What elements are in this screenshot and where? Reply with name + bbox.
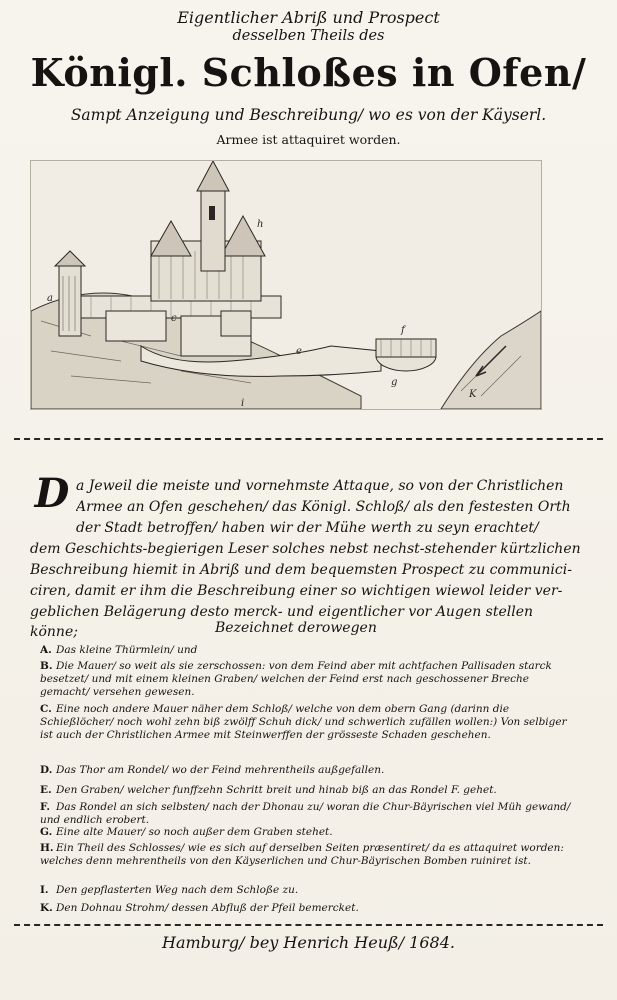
plate-label-f: f (401, 325, 405, 336)
legend-text: Das Rondel an sich selbsten/ nach der Dhonau zu/ woran die Chur-Bäyrischen viel Müh gewand/ und endlich erobert. (40, 801, 571, 826)
imprint-line: Hamburg/ bey Henrich Heuß/ 1684. (162, 933, 455, 952)
plate-label-e: e (296, 346, 302, 357)
paragraph-line: ciren, damit er ihm die Beschreibung einer so wichtigen wiewol leider ver- (30, 583, 563, 599)
legend-text: Eine noch andere Mauer näher dem Schloß/ welche von dem obern Gang (darinn die Schießlöcher/ noch wohl zehn biß zwölff Schuh dick/ und schwerlich zufällen wollen:) Von selbiger ist auch der Christlichen Armee mit Steinwerffen der grösseste Schaden geschehen. (40, 703, 567, 741)
legend-item (40, 660, 580, 700)
legend-text: Das Thor am Rondel/ wo der Feind mehrentheils außgefallen. (56, 764, 385, 776)
legend-item (40, 801, 580, 828)
legend-item (40, 703, 580, 756)
plate-label-g: g (391, 377, 398, 388)
legend-text: Den gepflasterten Weg nach dem Schloße zu. (56, 884, 299, 896)
legend-text: Das kleine Thürmlein/ und (56, 644, 198, 656)
plate-label-c: c (171, 313, 177, 324)
legend-item (40, 644, 580, 658)
plate-label-i: i (241, 398, 245, 409)
title-line-4: Sampt Anzeigung und Beschreibung/ wo es von der Käyserl. (70, 106, 547, 124)
plate-label-a: a (47, 293, 53, 304)
legend-key: K. (40, 902, 53, 914)
legend-text: Eine alte Mauer/ so noch außer dem Graben stehet. (56, 826, 333, 838)
legend-item (40, 784, 580, 798)
paragraph-line: der Stadt betroffen/ haben wir der Mühe werth zu seyn erachtet/ (76, 520, 539, 536)
plate-label-K: K (469, 389, 477, 400)
legend-key: A. (40, 644, 52, 656)
paragraph-line: Armee an Ofen geschehen/ das Königl. Schloß/ als den festesten Orth (76, 499, 571, 515)
legend-key: C. (40, 703, 52, 715)
title-line-5: Armee ist attaquiret worden. (216, 132, 401, 147)
legend-item (40, 902, 580, 916)
legend-item (40, 826, 580, 840)
paragraph-line: a Jeweil die meiste und vornehmste Attaque, so von der Christlichen (76, 478, 564, 494)
legend-item (40, 842, 580, 882)
legend-text: Die Mauer/ so weit als sie zerschossen: von dem Feind aber mit achtfachen Pallisaden starck besetzet/ und mit einem kleinen Graben/ welchen der Feind erst nach geschossener Breche gemacht/ versehen gewesen. (40, 660, 552, 698)
plate-label-h: h (257, 219, 264, 230)
legend-key: E. (40, 784, 52, 796)
legend-key: G. (40, 826, 53, 838)
castle-engraving (31, 161, 541, 409)
drop-cap-initial: D (34, 470, 70, 517)
legend-item (40, 764, 580, 778)
paragraph-line: könne; (30, 624, 78, 640)
legend-heading: Bezeichnet derowegen (215, 620, 377, 636)
engraving-plate (30, 160, 542, 410)
legend-text: Ein Theil des Schlosses/ wie es sich auf derselben Seiten præsentiret/ da es attaquiret worden: welches denn mehrentheils von den Käyserlichen und Chur-Bäyrischen Bomben ruiniret ist. (40, 842, 564, 867)
legend-key: B. (40, 660, 53, 672)
paragraph-line: geblichen Belägerung desto merck- und eigentlicher vor Augen stellen (30, 604, 534, 620)
paragraph-line: Beschreibung hiemit in Abriß und dem bequemsten Prospect zu communici- (30, 562, 572, 578)
legend-key: F. (40, 801, 51, 813)
dashed-rule-bottom (14, 924, 603, 926)
title-main: Königl. Schloßes in Ofen/ (30, 50, 587, 95)
dashed-rule-top (14, 438, 603, 440)
legend-key: D. (40, 764, 53, 776)
title-line-1: Eigentlicher Abriß und Prospect (177, 8, 440, 27)
paragraph-line: dem Geschichts-begierigen Leser solches nebst nechst-stehender kürtzlichen (30, 541, 581, 557)
legend-item (40, 884, 580, 898)
legend-text: Den Graben/ welcher funffzehn Schritt breit und hinab biß an das Rondel F. gehet. (56, 784, 497, 796)
legend-text: Den Dohnau Strohm/ dessen Abfluß der Pfeil bemercket. (56, 902, 359, 914)
legend-key: I. (40, 884, 49, 896)
legend-key: H. (40, 842, 54, 854)
title-line-2: desselben Theils des (232, 28, 385, 44)
